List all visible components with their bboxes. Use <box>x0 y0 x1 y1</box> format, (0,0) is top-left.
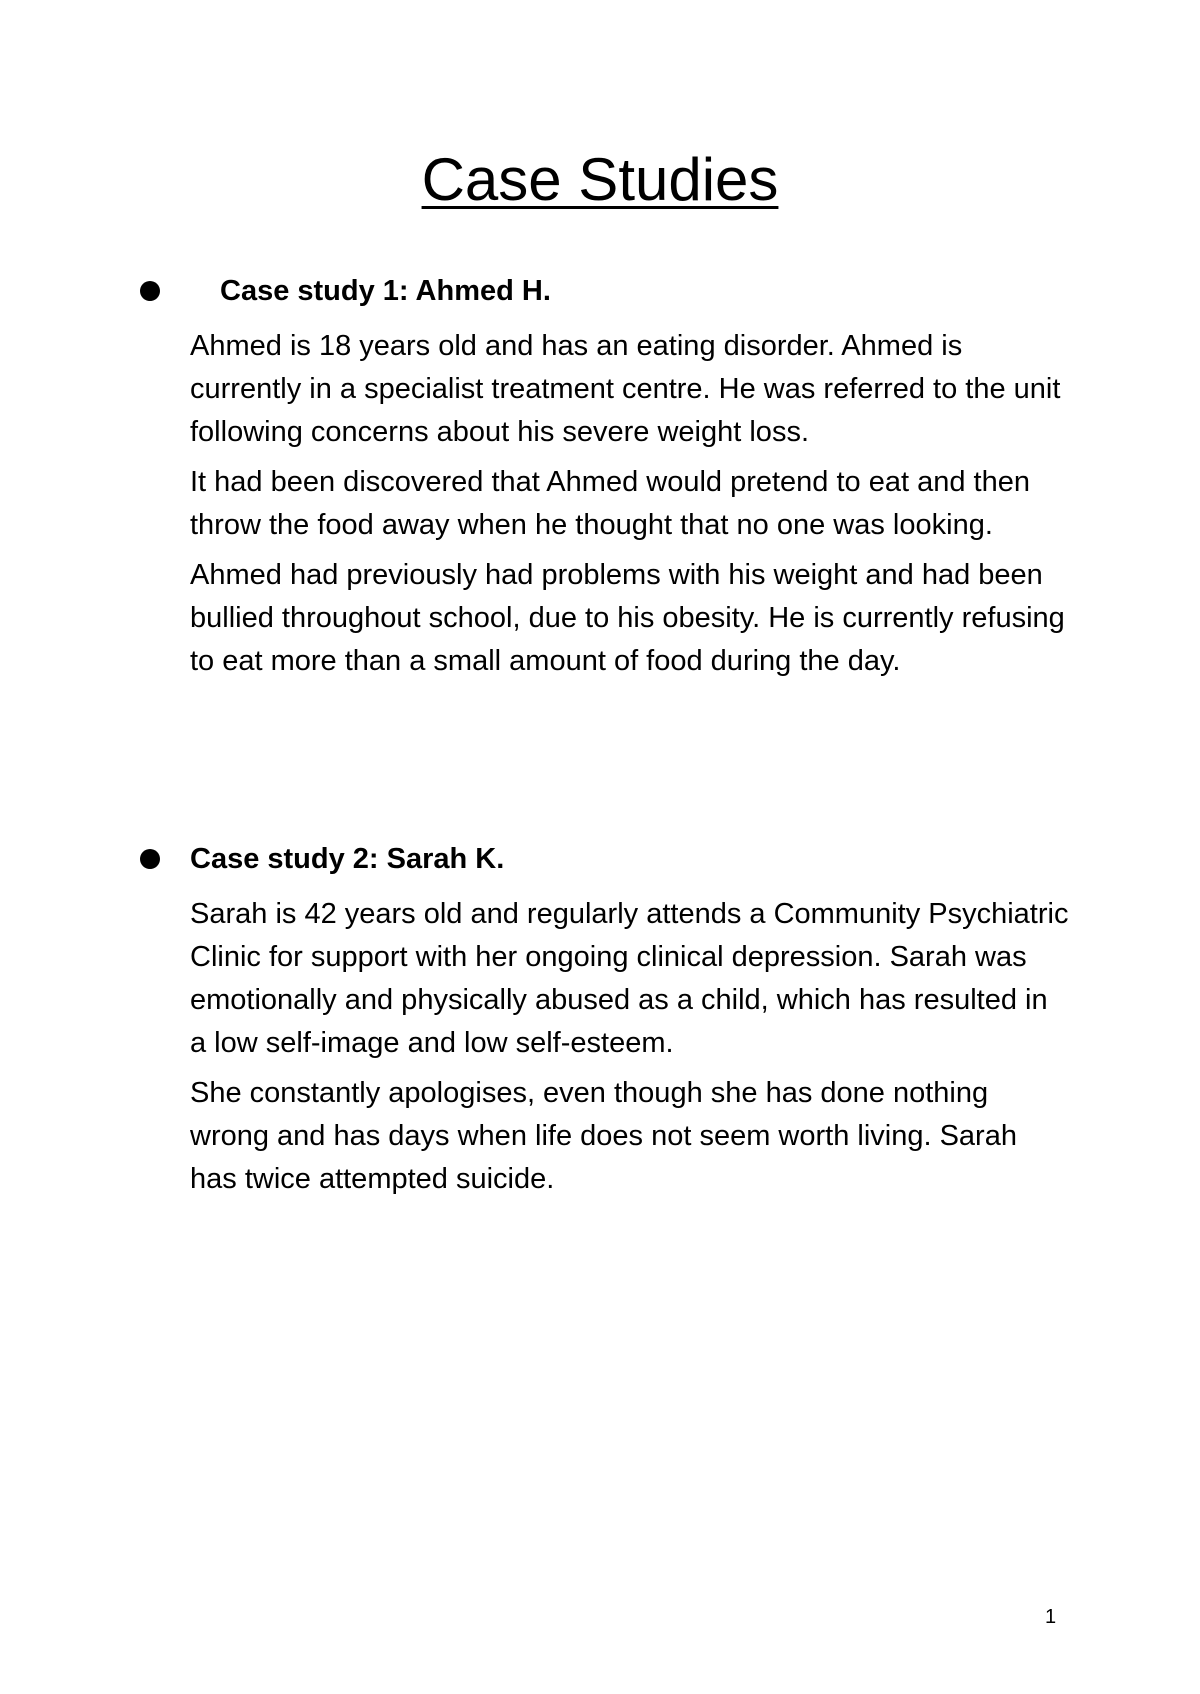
case-paragraph: She constantly apologises, even though she has done nothing wrong and has days when life does not seem worth living. Sarah has twice attempted suicide. <box>190 1077 1017 1195</box>
case-study-heading: Case study 1: Ahmed H. <box>220 275 551 307</box>
case-study-body <box>190 893 1070 1208</box>
case-study-body <box>190 325 1070 690</box>
case-paragraph: Sarah is 42 years old and regularly attends a Community Psychiatric Clinic for support with her ongoing clinical depression. Sarah was emotionally and physically abused as a child, which has resulted in a low self-image and low self-esteem. <box>190 898 1069 1059</box>
case-paragraph: It had been discovered that Ahmed would pretend to eat and then throw the food away when he thought that no one was looking. <box>190 466 1030 541</box>
page-number: 1 <box>1045 1606 1057 1628</box>
case-paragraph: Ahmed had previously had problems with his weight and had been bullied throughout school, due to his obesity. He is currently refusing to eat more than a small amount of food during the day. <box>190 559 1065 677</box>
bullet-icon <box>140 281 160 301</box>
case-study-heading: Case study 2: Sarah K. <box>190 843 505 875</box>
case-paragraph: Ahmed is 18 years old and has an eating disorder. Ahmed is currently in a specialist treatment centre. He was referred to the unit following concerns about his severe weight loss. <box>190 330 1061 448</box>
bullet-icon <box>140 849 160 869</box>
page-title: Case Studies <box>421 146 779 213</box>
